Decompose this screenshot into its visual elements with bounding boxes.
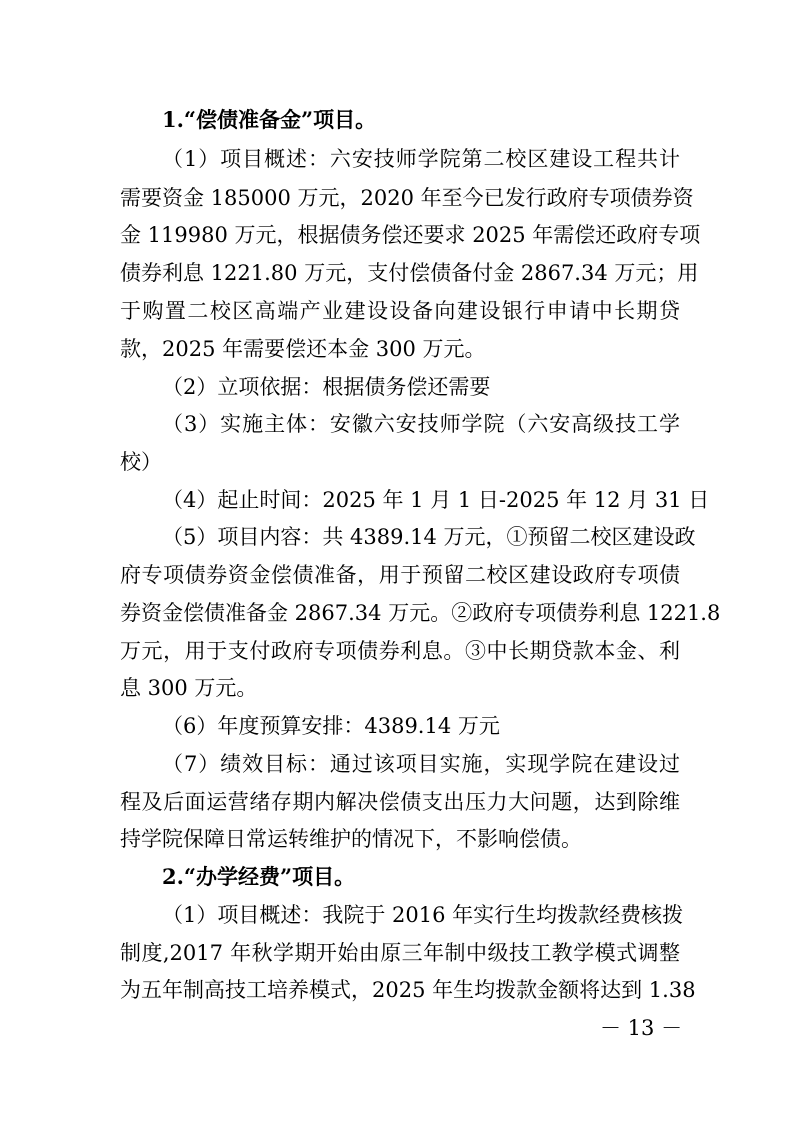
paragraph-line: 需要资金 185000 万元，2020 年至今已发行政府专项债券资 <box>120 186 694 210</box>
paragraph-line: 息 300 万元。 <box>120 676 258 700</box>
paragraph-line: 为五年制高技工培养模式，2025 年生均拨款金额将达到 1.38 <box>120 978 696 1002</box>
paragraph-line: （1）项目概述：我院于 2016 年实行生均拨款经费核拨 <box>162 903 684 927</box>
paragraph-line: （5）项目内容：共 4389.14 万元，①预留二校区建设政 <box>162 525 696 549</box>
paragraph-line: （3）实施主体：安徽六安技师学院（六安高级技工学 <box>162 412 680 436</box>
paragraph-line: （2）立项依据：根据债务偿还需要 <box>162 375 491 399</box>
paragraph-line: （6）年度预算安排：4389.14 万元 <box>162 714 500 738</box>
paragraph-line: 持学院保障日常运转维护的情况下，不影响偿债。 <box>120 827 582 851</box>
page-number: － 13 － <box>600 1016 683 1040</box>
paragraph-line: （1）项目概述：六安技师学院第二校区建设工程共计 <box>162 147 680 171</box>
paragraph-line: 金 119980 万元，根据债务偿还要求 2025 年需偿还政府专项 <box>120 223 701 247</box>
paragraph-line: 程及后面运营绪存期内解决偿债支出压力大问题，达到除维 <box>120 790 680 814</box>
section-heading-1: 1.“偿债准备金”项目。 <box>162 107 377 132</box>
paragraph-line: 债券利息 1221.80 万元，支付偿债备付金 2867.34 万元；用 <box>120 261 699 285</box>
paragraph-line: 制度,2017 年秋学期开始由原三年制中级技工教学模式调整 <box>120 941 680 965</box>
section-heading-2: 2.“办学经费”项目。 <box>162 864 356 889</box>
paragraph-line: 于购置二校区高端产业建设设备向建设银行申请中长期贷 <box>120 299 680 323</box>
paragraph-line: （4）起止时间：2025 年 1 月 1 日-2025 年 12 月 31 日 <box>162 488 710 512</box>
paragraph-line: （7）绩效目标：通过该项目实施，实现学院在建设过 <box>162 752 680 776</box>
paragraph-line: 款，2025 年需要偿还本金 300 万元。 <box>120 337 486 361</box>
paragraph-line: 府专项债券资金偿债准备，用于预留二校区建设政府专项债 <box>120 563 680 587</box>
paragraph-line: 校） <box>120 450 162 474</box>
paragraph-line: 万元，用于支付政府专项债券利息。③中长期贷款本金、利 <box>120 639 680 663</box>
paragraph-line: 券资金偿债准备金 2867.34 万元。②政府专项债券利息 1221.8 <box>120 601 721 625</box>
